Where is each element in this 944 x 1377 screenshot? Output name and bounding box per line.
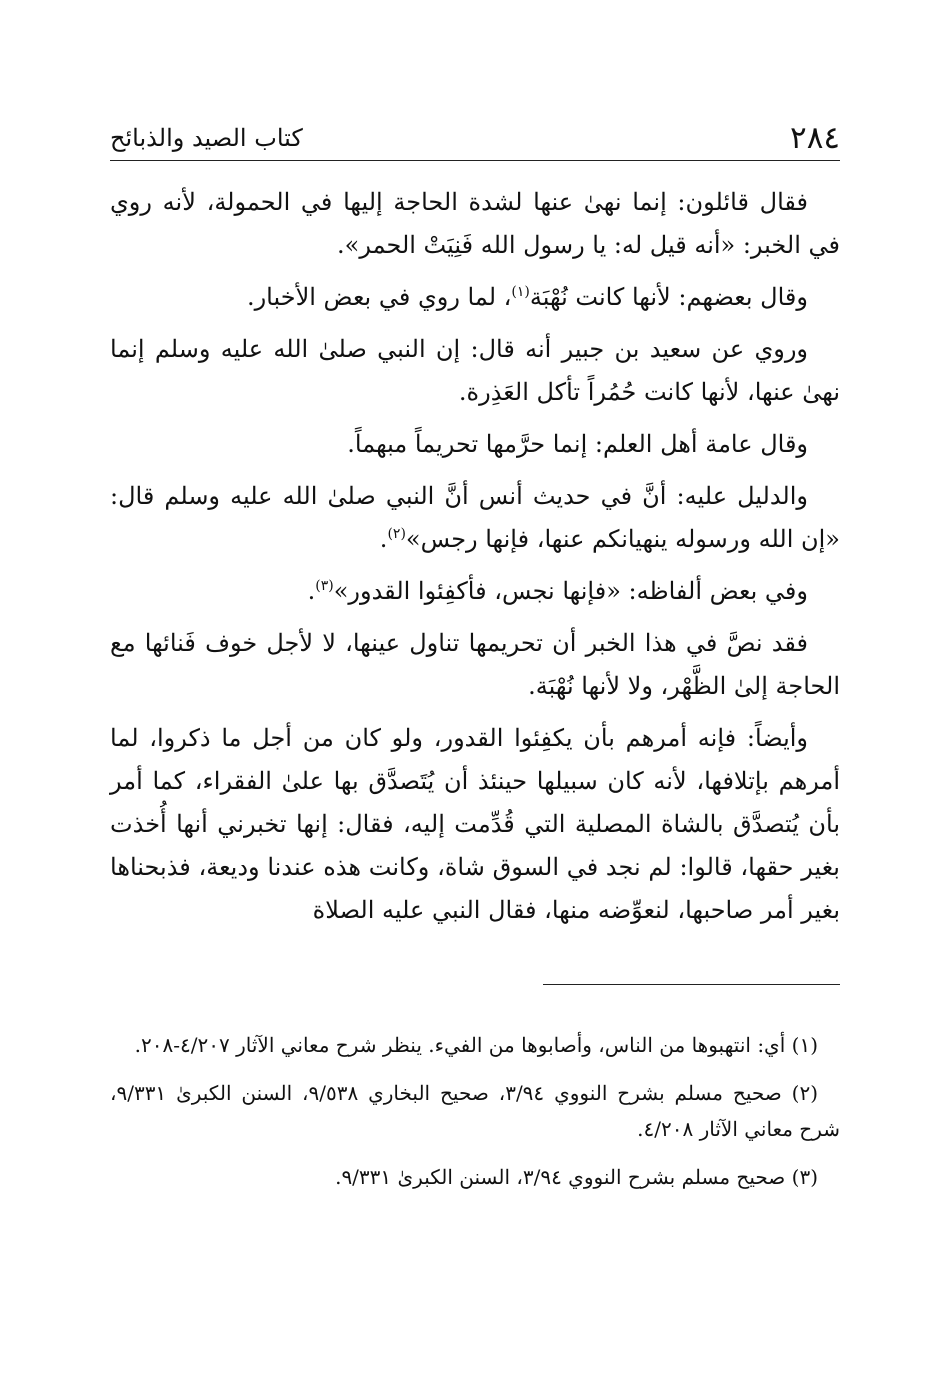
footnote-rule [543,984,840,985]
footnote-2: (٢) صحيح مسلم بشرح النووي ٣/٩٤، صحيح البخاري ٩/٥٣٨، السنن الكبرىٰ ٩/٣٣١، شرح معاني الآثار ٤/٢٠٨. [110,1081,840,1141]
paragraph-2: وقال بعضهم: لأنها كانت نُهْبَة$^{(١)}$، لما روي في بعض الأخبار. [246,283,808,311]
paragraph-5: والدليل عليه: أنَّ في حديث أنس أنَّ النبي صلىٰ الله عليه وسلم قال: «إن الله ورسوله ينهيانكم عنها، فإنها رجس»$^{(٢)}$. [110,482,840,553]
main-text [110,181,840,941]
footnote-marker-1: (١) [511,284,530,300]
footnotes [110,1027,840,1207]
page-header [110,114,840,158]
footnote-1: (١) أي: انتهبوها من الناس، وأصابوها من الفيء. ينظر شرح معاني الآثار ٤/٢٠٧-٢٠٨. [134,1033,818,1057]
paragraph-6: وفي بعض ألفاظه: «فإنها نجس، فأكفِئوا القدور»$^{(٣)}$. [307,577,808,605]
paragraph-8: وأيضاً: فإنه أمرهم بأن يكفِئوا القدور، ولو كان من أجل ما ذكروا، لما أمرهم بإتلافها، لأنه كان سبيلها حينئذ أن يُتَصدَّق بها علىٰ الفقراء، كما أمر بأن يُتصدَّق بالشاة المصلية التي قُدِّمت إليه، فقال: إنها تخبرني أنها أُخذت بغير حقها، قالوا: لم نجد في السوق شاة، وكانت هذه عندنا وديعة، فذبحناها بغير أمر صاحبها، لنعوِّضه منها، فقال النبي عليه الصلاة [110,724,841,924]
footnote-3: (٣) صحيح مسلم بشرح النووي ٣/٩٤، السنن الكبرىٰ ٩/٣٣١. [335,1165,818,1189]
footnote-marker-2: (٢) [387,526,406,542]
running-title: كتاب الصيد والذبائح [110,124,303,152]
footnote-marker-3: (٣) [315,578,334,594]
header-rule [110,160,840,161]
paragraph-3: وروي عن سعيد بن جبير أنه قال: إن النبي صلىٰ الله عليه وسلم إنما نهىٰ عنها، لأنها كانت حُمُراً تأكل العَذِرة. [110,335,840,406]
page-number: ٢٨٤ [790,120,840,156]
paragraph-4: وقال عامة أهل العلم: إنما حرَّمها تحريماً مبهماً. [347,430,808,458]
paragraph-1: فقال قائلون: إنما نهىٰ عنها لشدة الحاجة إليها في الحمولة، لأنه روي في الخبر: «أنه قيل له: يا رسول الله فَنِيَتْ الحمر». [110,188,840,259]
paragraph-7: فقد نصَّ في هذا الخبر أن تحريمها تناول عينها، لا لأجل خوف فَنائها مع الحاجة إلىٰ الظَّهْر، ولا لأنها نُهْبَة. [110,629,840,700]
